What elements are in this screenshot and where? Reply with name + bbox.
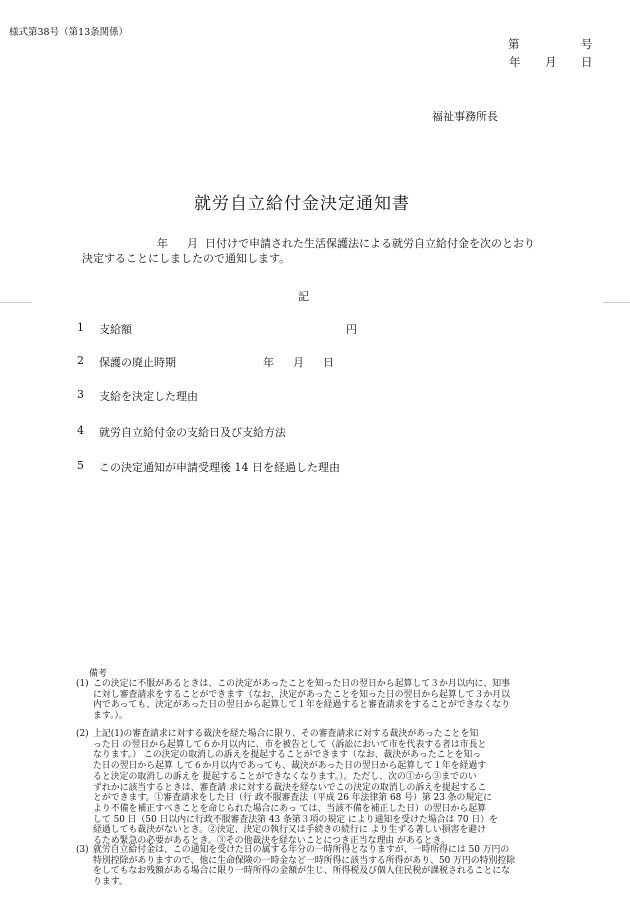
note-2-line: った日 の翌日から起算して６か月以内に、市を被告として（訴訟において市を代表する者は市長と <box>93 739 487 750</box>
item-3-label: 支給を決定した理由 <box>99 390 198 403</box>
number-label-go: 号 <box>581 37 593 51</box>
intro-line1: 日付けで申請された生活保護法による就労自立給付金を次のとおり <box>205 237 535 250</box>
right-edge-line <box>603 302 630 303</box>
remarks-heading: 備考 <box>89 669 108 679</box>
left-edge-line <box>0 302 32 303</box>
note-3-line: をしてもなお残額がある場合に限り一時所得の金額が生じ、所得税及び個人住民税が課税されることにな <box>93 866 511 877</box>
note-2-line: なります。） この決定の取消しの訴えを提起することができます（なお、裁決があったことを知っ <box>93 750 482 761</box>
ki-heading: 記 <box>298 290 309 303</box>
note-2-line: 上記(1)の審査請求に対する裁決を経た場合に限り、その審査請求に対する裁決があったことを知 <box>93 729 479 739</box>
note-1-line: ます。）。 <box>93 711 128 722</box>
note-2-num: (2) <box>76 729 89 739</box>
item-2-label: 保護の廃止時期 <box>99 356 176 369</box>
document-title: 就労自立給付金決定通知書 <box>194 194 410 214</box>
note-1-line: この決定に不服があるときは、この決定があったことを知った日の翌日から起算して３か月以内に、知事 <box>93 679 511 689</box>
intro-month: 月 <box>187 237 198 250</box>
note-2-line: るため緊急の必要があるとき。③その他裁決を経ないことにつき正当な理由 があるとき。 <box>93 836 450 847</box>
item-3-num: 3 <box>77 388 84 401</box>
item-4-num: 4 <box>77 424 84 437</box>
item-1-label: 支給額 <box>99 323 132 336</box>
item-5-num: 5 <box>77 459 84 472</box>
item-2-day: 日 <box>323 356 334 369</box>
item-5-label: この決定通知が申請受理後 14 日を経過した理由 <box>99 461 340 474</box>
item-2-month: 月 <box>293 356 304 369</box>
note-3-line: 就労自立給付金は、この通知を受けた日の属する年分の一時所得となりますが、一時所得には 50 万円の <box>93 845 510 855</box>
note-3-line: 特別控除がありますので、他に生命保険の一時金など一時所得に該当する所得があり、50 万円の特別控除 <box>93 855 516 866</box>
note-2-line: た日の翌日から起算 して６か月以内であっても、裁決があった日の翌日から起算して１年を経過す <box>93 761 487 772</box>
note-3-num: (3) <box>76 845 89 855</box>
item-2-num: 2 <box>77 354 84 367</box>
note-1-line: 内であっても、決定があった日の翌日から起算して１年を経過すると審査請求をすることができなくなり <box>93 700 510 711</box>
note-2-line: とができます。①審査請求をした日（行 政不服審査法（平成 26 年法律第 68 号）第 23 条の規定に <box>93 793 493 804</box>
date-month: 月 <box>545 55 557 69</box>
date-day: 日 <box>581 55 593 69</box>
note-1-num: (1) <box>76 679 89 689</box>
item-1-yen: 円 <box>346 323 357 336</box>
form-label: 様式第38号（第13条関係） <box>9 27 129 38</box>
item-1-num: 1 <box>77 321 84 334</box>
note-2-line: ると決定の取消しの訴えを 提起することができなくなります。）。ただし、次の①から③までのい <box>93 771 477 782</box>
intro-year: 年 <box>157 237 168 250</box>
note-3-line: ります。 <box>93 877 128 888</box>
note-2-line: して 50 日（50 日以内に行政不服審査法第 43 条第３項の規定 により通知を受けた場合は 70 日）を <box>93 814 498 825</box>
note-2-line: 経過しても裁決がないとき。②決定、決定の執行又は手続きの続行に より生ずる著しい損害を避け <box>93 825 486 836</box>
date-year: 年 <box>509 55 521 69</box>
intro-line2: 決定することにしましたので通知します。 <box>82 252 291 265</box>
note-1-line: に対し審査請求をすることができます（なお、決定があったことを知った日の翌日から起算して３か月以 <box>93 689 511 700</box>
issuer: 福祉事務所長 <box>432 110 498 123</box>
item-2-year: 年 <box>263 356 274 369</box>
number-label-dai: 第 <box>508 37 520 51</box>
item-4-label: 就労自立給付金の支給日及び支給方法 <box>99 426 286 439</box>
note-2-line: より不備を補正すべきことを命じられた場合にあっ ては、当該不備を補正した日）の翌日から起算 <box>93 803 487 814</box>
note-2-line: ずれかに該当するときは、審査請 求に対する裁決を経ないでこの決定の取消しの訴えを提起するこ <box>93 782 487 793</box>
